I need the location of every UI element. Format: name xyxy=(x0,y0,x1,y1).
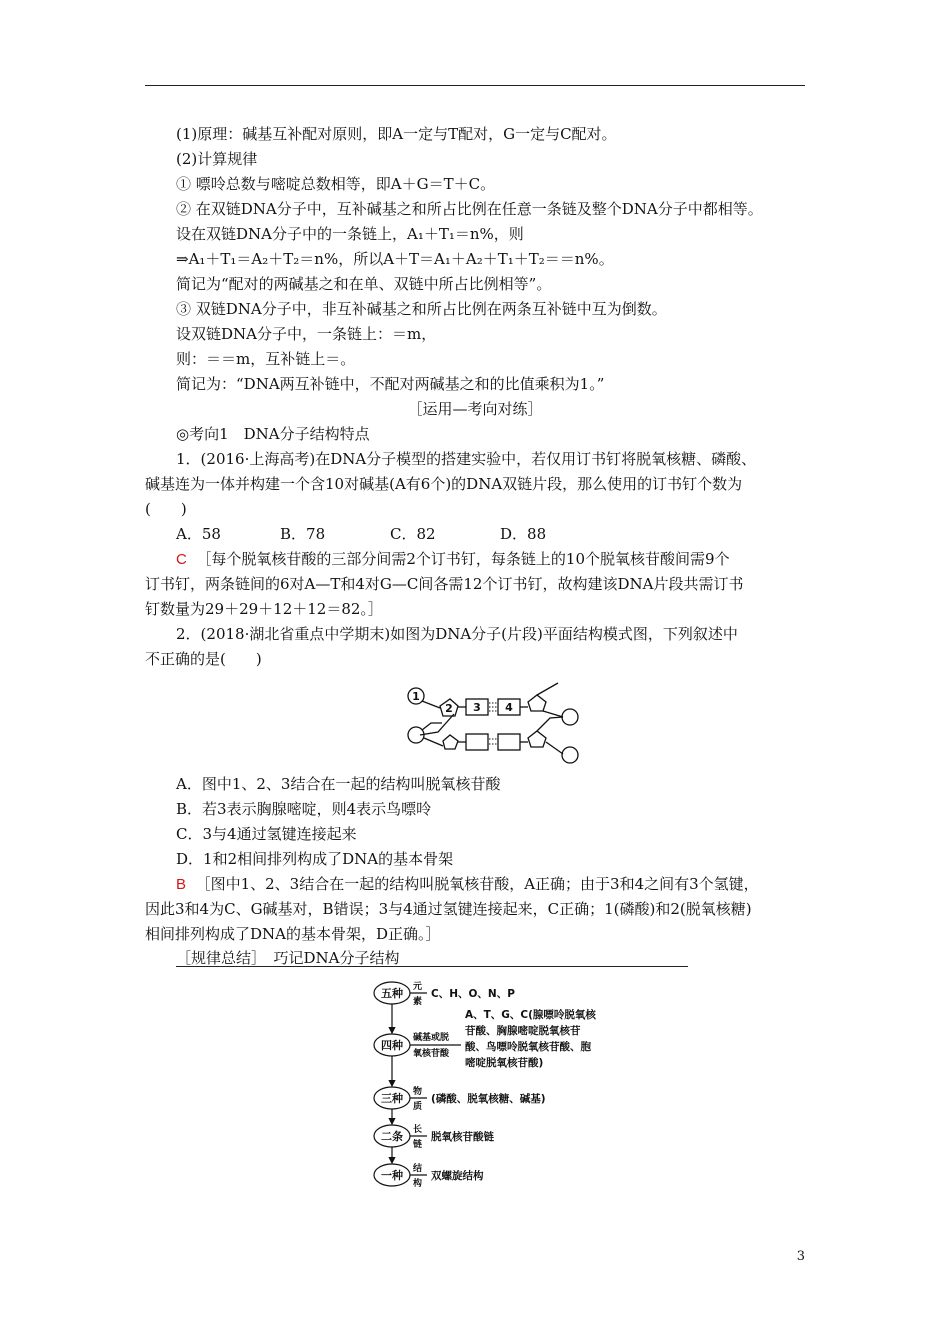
rule-3-c: 简记为：“DNA两互补链中，不配对两碱基之和的比值乘积为1。” xyxy=(176,375,605,393)
q1-answer: C xyxy=(176,551,187,568)
base-rect-bl xyxy=(466,734,488,750)
rule-2-b: ⇒A₁＋T₁＝A₂＋T₂＝n%，所以A＋T＝A₁＋A₂＋T₁＋T₂＝＝n%。 xyxy=(176,250,614,268)
edge-label-5a: 结 xyxy=(413,1164,423,1174)
practice-title: ［运用—考向对练］ xyxy=(407,400,543,418)
q1-option-c: C．82 xyxy=(390,525,436,543)
content-nucleotides-4: 嘧啶脱氧核苷酸) xyxy=(465,1057,544,1069)
node-five-label: 五种 xyxy=(381,987,403,1000)
q1-line2: 碱基连为一体并构建一个含10对碱基(A有6个)的DNA双链片段，那么使用的订书钉个数为 xyxy=(145,475,743,493)
q1-line1: 1．(2016·上海高考)在DNA分子模型的搭建实验中，若仅用订书钉将脱氧核糖、磷酸、 xyxy=(176,450,757,468)
content-substances: (磷酸、脱氧核糖、碱基) xyxy=(431,1093,546,1105)
q1-option-a: A．58 xyxy=(176,525,221,543)
q2-line2: 不正确的是( ) xyxy=(145,650,262,668)
header-rule xyxy=(145,85,805,86)
edge-label-2a: 碱基或脱 xyxy=(413,1033,450,1043)
page-number: 3 xyxy=(796,1249,805,1264)
rule-heading: (2)计算规律 xyxy=(176,150,258,168)
dna-structure-diagram xyxy=(400,680,580,765)
q1-option-b: B．78 xyxy=(280,525,326,543)
rule-3-b: 则：＝＝m，互补链上＝。 xyxy=(176,350,356,368)
content-nucleotides-2: 苷酸、胸腺嘧啶脱氧核苷 xyxy=(465,1025,581,1037)
edge-label-3b: 质 xyxy=(413,1102,423,1112)
topic-1: ◎考向1 DNA分子结构特点 xyxy=(176,425,370,443)
deoxyribose-pentagon-tr xyxy=(528,695,546,711)
diagram-label-2: 2 xyxy=(445,702,453,715)
q2-explanation-2: 因此3和4为C、G碱基对，B错误；3与4通过氢键连接起来，C正确；1(磷酸)和2(脱氧核糖) xyxy=(145,900,752,918)
principle-text: (1)原理：碱基互补配对原则，即A一定与T配对，G一定与C配对。 xyxy=(176,125,617,143)
q2-option-c: C．3与4通过氢键连接起来 xyxy=(176,825,357,843)
node-three-label: 三种 xyxy=(381,1092,403,1105)
q2-exp1: ［图中1、2、3结合在一起的结构叫脱氧核苷酸，A正确；由于3和4之间有3个氢键， xyxy=(195,875,759,893)
q1-options xyxy=(176,524,546,544)
diagram-label-3: 3 xyxy=(473,701,481,714)
rule-2-a: 设在双链DNA分子中的一条链上，A₁＋T₁＝n%，则 xyxy=(176,225,524,243)
q1-line3: ( ) xyxy=(145,500,187,518)
content-structure: 双螺旋结构 xyxy=(431,1170,484,1182)
q2-explanation-1 xyxy=(176,874,759,895)
edge-label-2b: 氧核苷酸 xyxy=(413,1049,450,1059)
rule-3-a: 设双链DNA分子中，一条链上：＝m， xyxy=(176,325,437,343)
diagram-label-1: 1 xyxy=(412,690,420,703)
edge-label-5b: 构 xyxy=(413,1179,423,1189)
q2-answer: B xyxy=(176,876,187,893)
q1-exp1: ［每个脱氧核苷酸的三部分间需2个订书钉，每条链上的10个脱氧核苷酸间需9个 xyxy=(196,550,730,568)
rule-1: ① 嘌呤总数与嘧啶总数相等，即A＋G＝T＋C。 xyxy=(176,175,496,193)
edge-label-1a: 元 xyxy=(413,982,423,992)
content-nucleotides-3: 酸、鸟嘌呤脱氧核苷酸、胞 xyxy=(465,1041,591,1053)
q2-explanation-3: 相间排列构成了DNA的基本骨架，D正确。］ xyxy=(145,925,441,943)
edge-label-1b: 素 xyxy=(413,997,423,1007)
dna-summary-flowchart xyxy=(365,975,635,1200)
q2-line1: 2．(2018·湖北省重点中学期末)如图为DNA分子(片段)平面结构模式图，下列叙述中 xyxy=(176,625,738,643)
base-rect-br xyxy=(498,734,520,750)
diagram-label-4: 4 xyxy=(505,701,513,714)
rule-2-c: 简记为“配对的两碱基之和在单、双链中所占比例相等”。 xyxy=(176,275,552,293)
summary-underline xyxy=(176,966,688,967)
content-elements: C、H、O、N、P xyxy=(431,988,515,1000)
content-nucleotides-1: A、T、G、C(腺嘌呤脱氧核 xyxy=(465,1009,596,1021)
q1-explanation-1 xyxy=(176,549,730,570)
node-four-label: 四种 xyxy=(381,1039,403,1052)
rule-2: ② 在双链DNA分子中，互补碱基之和所占比例在任意一条链及整个DNA分子中都相等。 xyxy=(176,200,763,218)
q2-option-d: D．1和2相间排列构成了DNA的基本骨架 xyxy=(176,850,454,868)
edge-label-3a: 物 xyxy=(413,1087,423,1097)
node-one-label: 一种 xyxy=(381,1169,403,1182)
phosphate-circle-br xyxy=(562,747,578,763)
q2-option-a: A．图中1、2、3结合在一起的结构叫脱氧核苷酸 xyxy=(176,775,501,793)
q1-option-d: D．88 xyxy=(500,525,547,543)
deoxyribose-pentagon-bl xyxy=(443,735,458,749)
q2-option-b: B．若3表示胸腺嘧啶，则4表示鸟嘌呤 xyxy=(176,800,432,818)
q1-explanation-3: 钉数量为29＋29＋12＋12＝82。］ xyxy=(145,600,383,618)
edge-label-4a: 长 xyxy=(413,1125,423,1135)
summary-title: ［规律总结］ 巧记DNA分子结构 xyxy=(176,949,400,967)
content-chains: 脱氧核苷酸链 xyxy=(431,1131,494,1143)
deoxyribose-pentagon-br xyxy=(528,731,546,747)
edge-label-4b: 链 xyxy=(413,1140,423,1150)
node-two-label: 二条 xyxy=(381,1130,403,1143)
phosphate-circle-tr xyxy=(562,709,578,725)
rule-3: ③ 双链DNA分子中，非互补碱基之和所占比例在两条互补链中互为倒数。 xyxy=(176,300,667,318)
q1-explanation-2: 订书钉，两条链间的6对A—T和4对G—C间各需12个订书钉，故构建该DNA片段共需订书 xyxy=(145,575,744,593)
